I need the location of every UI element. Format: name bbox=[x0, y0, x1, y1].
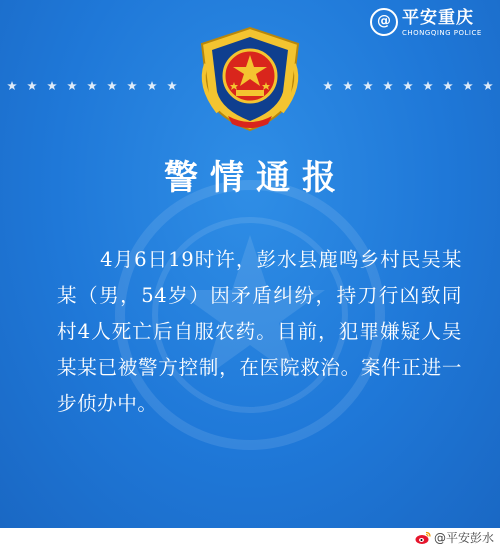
brand-name: 平安重庆 bbox=[402, 8, 474, 28]
footer-bar bbox=[0, 528, 500, 548]
brand-name-english: CHONGQING POLICE bbox=[402, 29, 482, 37]
credit-text: @平安彭水 bbox=[433, 531, 494, 545]
weibo-icon bbox=[415, 531, 431, 545]
notice-body: 4月6日19时许，彭水县鹿鸣乡村民吴某某（男，54岁）因矛盾纠纷，持刀行凶致同村4人死亡后自服农药。目前，犯罪嫌疑人吴某某已被警方控制，在医院救治。案件正进一步侦办中。 bbox=[57, 248, 462, 415]
brand-logo bbox=[370, 8, 482, 38]
police-emblem-icon bbox=[188, 24, 312, 134]
notice-title: 警情通报 bbox=[164, 158, 348, 198]
at-sign-icon: @ bbox=[370, 8, 398, 36]
weibo-credit[interactable] bbox=[415, 529, 494, 547]
